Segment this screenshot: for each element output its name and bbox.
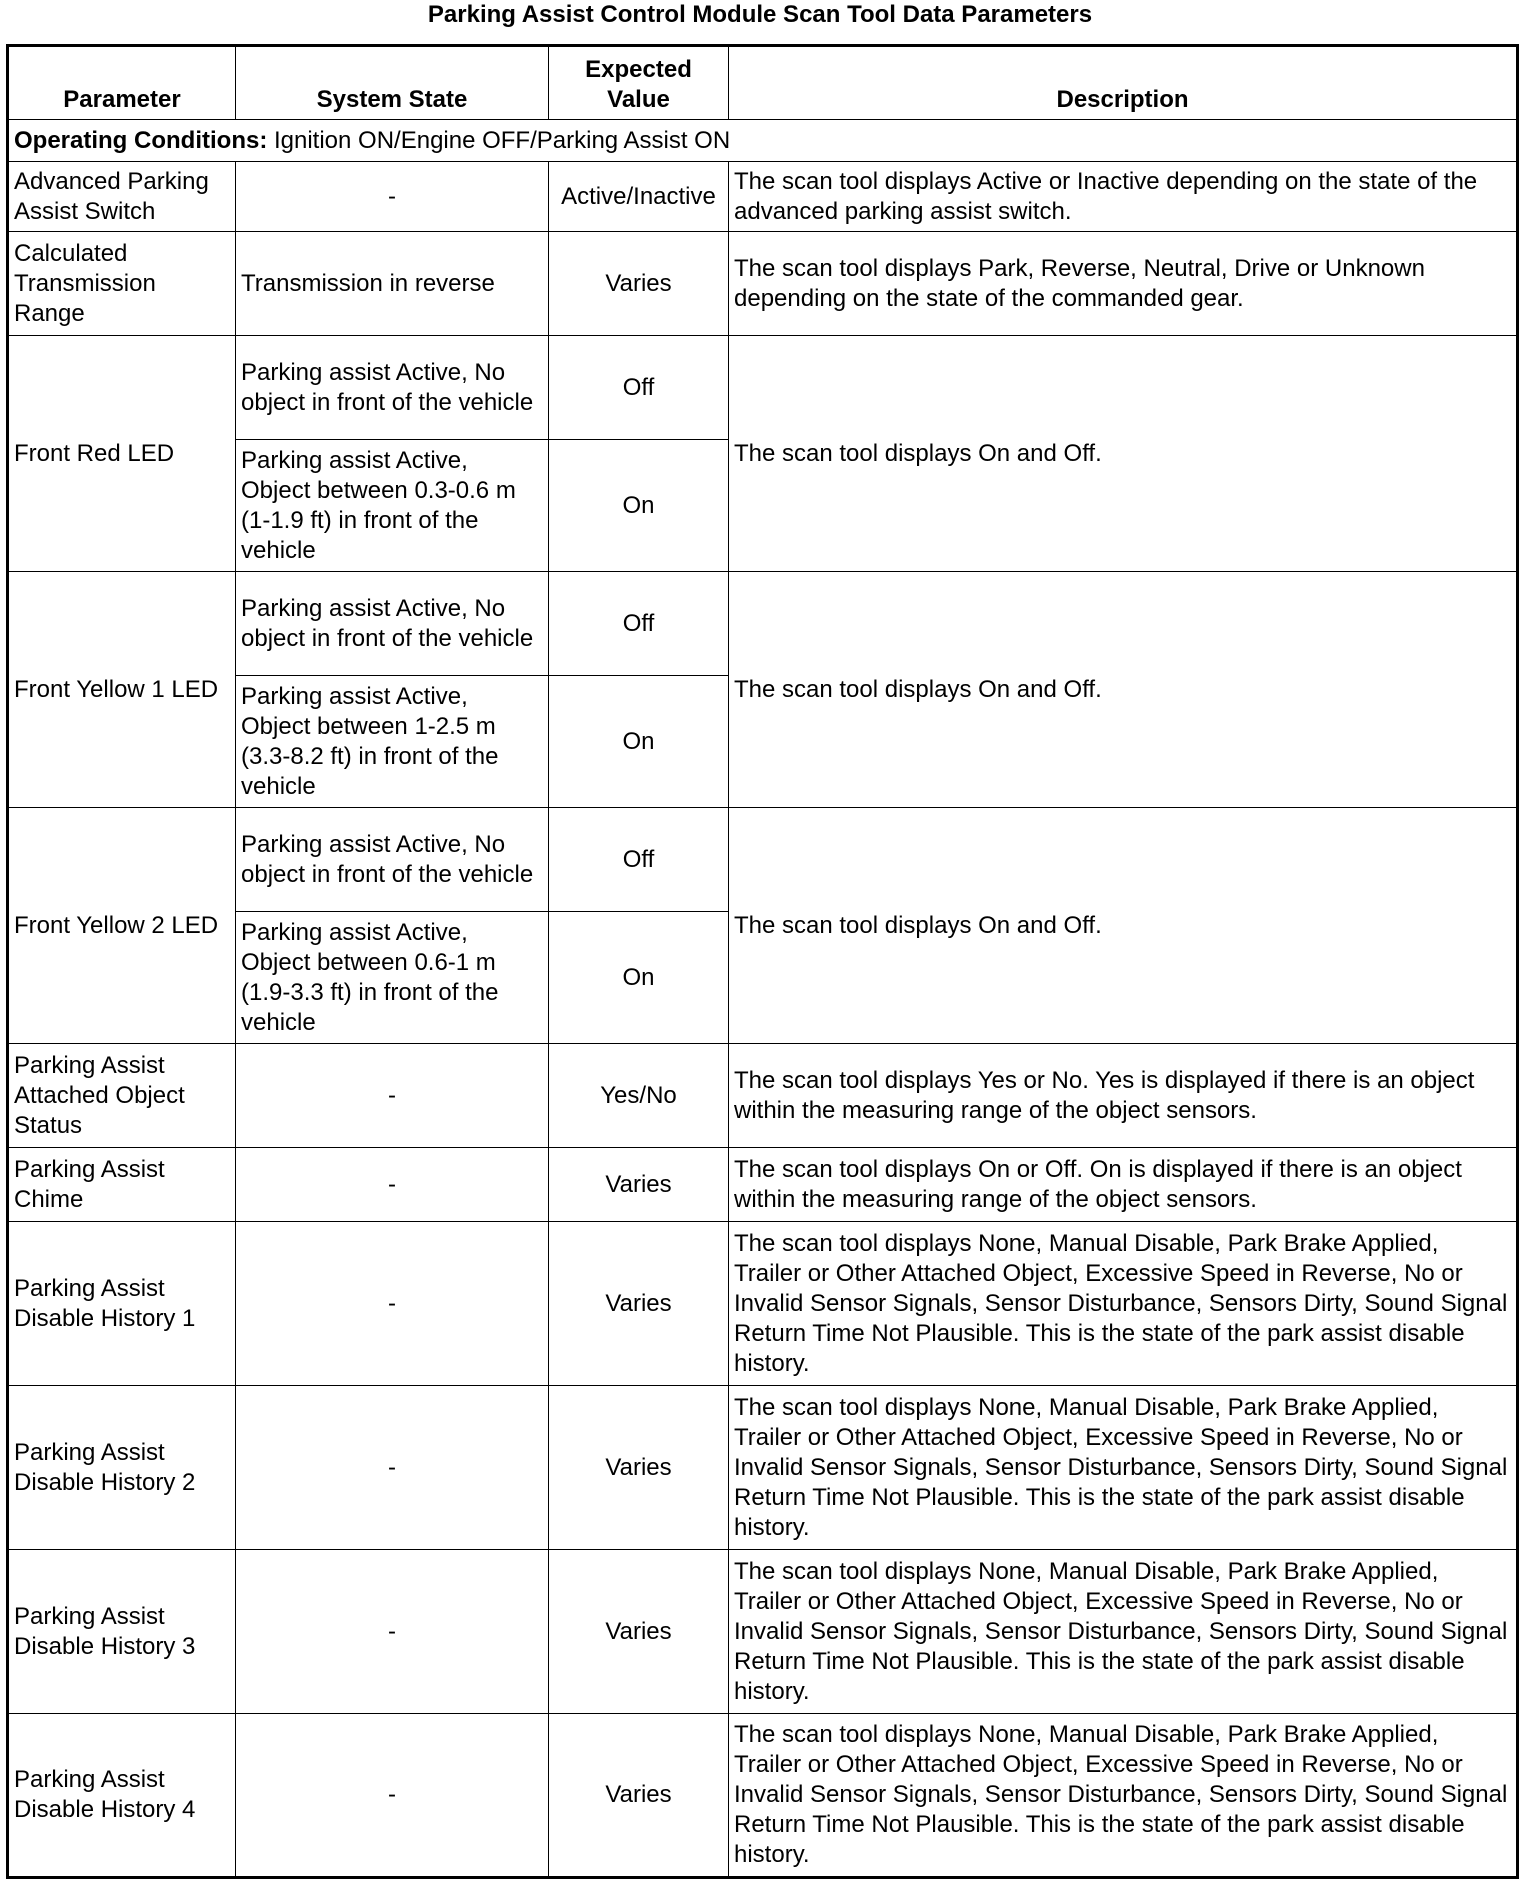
description-cell: The scan tool displays None, Manual Disable, Park Brake Applied, Trailer or Other Attached Object, Excessive Speed in Reverse, No or Invalid Sensor Signals, Sensor Disturbance, Sensors Dirty, Sound Signal Return Time Not Plausible. This is the state of the park assist disable history.	[729, 1550, 1518, 1714]
description-cell: The scan tool displays Yes or No. Yes is displayed if there is an object within the measuring range of the object sensors.	[729, 1044, 1518, 1148]
header-system-state: System State	[236, 46, 549, 120]
description-cell: The scan tool displays None, Manual Disable, Park Brake Applied, Trailer or Other Attached Object, Excessive Speed in Reverse, No or Invalid Sensor Signals, Sensor Disturbance, Sensors Dirty, Sound Signal Return Time Not Plausible. This is the state of the park assist disable history.	[729, 1222, 1518, 1386]
parameter-cell: Parking Assist Disable History 3	[8, 1550, 236, 1714]
system-state-cell: -	[236, 1714, 549, 1878]
header-row	[8, 46, 1518, 120]
expected-value-cell: On	[549, 676, 729, 808]
parameter-cell: Parking Assist Disable History 2	[8, 1386, 236, 1550]
description-cell: The scan tool displays Park, Reverse, Neutral, Drive or Unknown depending on the state of the commanded gear.	[729, 232, 1518, 336]
expected-value-cell: Varies	[549, 1550, 729, 1714]
table-row	[8, 162, 1518, 232]
table-row	[8, 1550, 1518, 1714]
description-cell: The scan tool displays On and Off.	[729, 572, 1518, 808]
system-state-cell: Parking assist Active, Object between 0.6-1 m (1.9-3.3 ft) in front of the vehicle	[236, 912, 549, 1044]
header-description: Description	[729, 46, 1518, 120]
system-state-cell: Parking assist Active, No object in front of the vehicle	[236, 808, 549, 912]
system-state-cell: -	[236, 1550, 549, 1714]
description-cell: The scan tool displays On or Off. On is displayed if there is an object within the measuring range of the object sensors.	[729, 1148, 1518, 1222]
parameter-cell: Front Yellow 2 LED	[8, 808, 236, 1044]
expected-value-cell: Off	[549, 336, 729, 440]
operating-conditions-value: Ignition ON/Engine OFF/Parking Assist ON	[267, 126, 731, 154]
expected-value-cell: Varies	[549, 1222, 729, 1386]
description-cell: The scan tool displays On and Off.	[729, 336, 1518, 572]
system-state-cell: Parking assist Active, Object between 1-2.5 m (3.3-8.2 ft) in front of the vehicle	[236, 676, 549, 808]
system-state-cell: Parking assist Active, No object in front of the vehicle	[236, 572, 549, 676]
parameter-cell: Front Red LED	[8, 336, 236, 572]
parameter-cell: Calculated Transmission Range	[8, 232, 236, 336]
header-parameter: Parameter	[8, 46, 236, 120]
expected-value-cell: Off	[549, 808, 729, 912]
system-state-cell: -	[236, 162, 549, 232]
parameter-cell: Parking Assist Chime	[8, 1148, 236, 1222]
system-state-cell: -	[236, 1222, 549, 1386]
operating-conditions-label: Operating Conditions:	[14, 126, 268, 154]
description-cell: The scan tool displays None, Manual Disable, Park Brake Applied, Trailer or Other Attached Object, Excessive Speed in Reverse, No or Invalid Sensor Signals, Sensor Disturbance, Sensors Dirty, Sound Signal Return Time Not Plausible. This is the state of the park assist disable history.	[729, 1386, 1518, 1550]
parameter-cell: Parking Assist Attached Object Status	[8, 1044, 236, 1148]
parameter-cell: Parking Assist Disable History 1	[8, 1222, 236, 1386]
parameter-cell: Advanced Parking Assist Switch	[8, 162, 236, 232]
table-row	[8, 1386, 1518, 1550]
system-state-cell: Parking assist Active, No object in front of the vehicle	[236, 336, 549, 440]
expected-value-cell: On	[549, 440, 729, 572]
operating-conditions-row	[8, 120, 1518, 162]
table-row	[8, 1714, 1518, 1878]
expected-value-cell: Varies	[549, 232, 729, 336]
table-row	[8, 1044, 1518, 1148]
system-state-cell: -	[236, 1386, 549, 1550]
table-row	[8, 572, 1518, 676]
expected-value-cell: Active/Inactive	[549, 162, 729, 232]
description-cell: The scan tool displays On and Off.	[729, 808, 1518, 1044]
system-state-cell: Transmission in reverse	[236, 232, 549, 336]
description-cell: The scan tool displays Active or Inactive depending on the state of the advanced parking assist switch.	[729, 162, 1518, 232]
system-state-cell: -	[236, 1148, 549, 1222]
expected-value-cell: Off	[549, 572, 729, 676]
system-state-cell: Parking assist Active, Object between 0.3-0.6 m (1-1.9 ft) in front of the vehicle	[236, 440, 549, 572]
system-state-cell: -	[236, 1044, 549, 1148]
page-title: Parking Assist Control Module Scan Tool Data Parameters	[427, 1, 1093, 28]
expected-value-cell: Yes/No	[549, 1044, 729, 1148]
table-row	[8, 808, 1518, 912]
expected-value-cell: On	[549, 912, 729, 1044]
scan-tool-data-table	[6, 44, 1519, 1879]
table-row	[8, 1222, 1518, 1386]
parameter-cell: Parking Assist Disable History 4	[8, 1714, 236, 1878]
header-expected-value: Expected Value	[549, 46, 729, 120]
expected-value-cell: Varies	[549, 1386, 729, 1550]
table-row	[8, 1148, 1518, 1222]
table-row	[8, 336, 1518, 440]
operating-conditions-cell	[8, 120, 1518, 162]
description-cell: The scan tool displays None, Manual Disable, Park Brake Applied, Trailer or Other Attached Object, Excessive Speed in Reverse, No or Invalid Sensor Signals, Sensor Disturbance, Sensors Dirty, Sound Signal Return Time Not Plausible. This is the state of the park assist disable history.	[729, 1714, 1518, 1878]
expected-value-cell: Varies	[549, 1714, 729, 1878]
expected-value-cell: Varies	[549, 1148, 729, 1222]
parameter-cell: Front Yellow 1 LED	[8, 572, 236, 808]
table-row	[8, 232, 1518, 336]
